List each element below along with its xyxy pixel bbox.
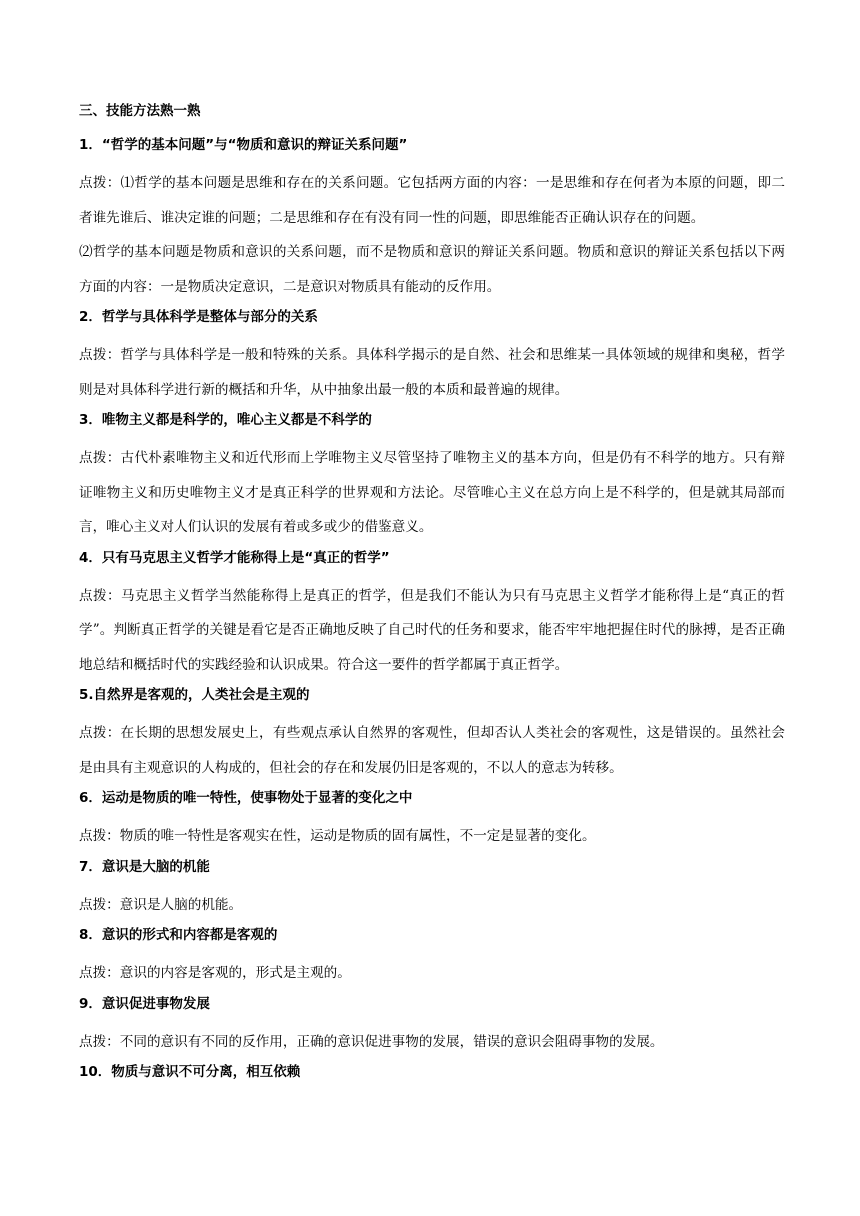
list-item	[79, 407, 785, 545]
item-title: 3．唯物主义都是科学的，唯心主义都是不科学的	[79, 412, 372, 428]
list-item	[79, 922, 785, 991]
list-item	[79, 1059, 785, 1085]
list-item	[79, 132, 785, 304]
item-title: 4．只有马克思主义哲学才能称得上是“真正的哲学”	[79, 549, 390, 566]
item-explanation: 点拨：哲学与具体科学是一般和特殊的关系。具体科学揭示的是自然、社会和思维某一具体领域的规律和奥秘，哲学则是对具体科学进行新的概括和升华，从中抽象出最一般的本质和最普遍的规律。	[79, 347, 785, 398]
list-item	[79, 854, 785, 923]
item-title: 9．意识促进事物发展	[79, 995, 210, 1012]
item-title: 2．哲学与具体科学是整体与部分的关系	[79, 309, 318, 325]
section-heading: 三、技能方法熟一熟	[79, 103, 201, 119]
item-explanation: 点拨：古代朴素唯物主义和近代形而上学唯物主义尽管坚持了唯物主义的基本方向，但是仍有不科学的地方。只有辩证唯物主义和历史唯物主义才是真正科学的世界观和方法论。尽管唯心主义在总方向上是不科学的，但是就其局部而言，唯心主义对人们认识的发展有着或多或少的借鉴意义。	[79, 450, 785, 535]
item-title: 10．物质与意识不可分离，相互依赖	[79, 1064, 301, 1080]
item-title: 6．运动是物质的唯一特性，使事物处于显著的变化之中	[79, 790, 413, 806]
item-title: 7．意识是大脑的机能	[79, 858, 210, 875]
item-explanation: 点拨：⑴哲学的基本问题是思维和存在的关系问题。它包括两方面的内容：一是思维和存在何者为本原的问题，即二者谁先谁后、谁决定谁的问题；二是思维和存在有没有同一性的问题，即思维能否正确认识存在的问题。	[79, 175, 785, 226]
item-explanation: 点拨：在长期的思想发展史上，有些观点承认自然界的客观性，但却否认人类社会的客观性，这是错误的。虽然社会是由具有主观意识的人构成的，但社会的存在和发展仍旧是客观的，不以人的意志为转移。	[79, 725, 785, 776]
document-page	[79, 98, 785, 1093]
item-explanation: 点拨：物质的唯一特性是客观实在性，运动是物质的固有属性，不一定是显著的变化。	[79, 828, 596, 844]
list-item	[79, 682, 785, 785]
item-explanation: 点拨：意识的内容是客观的，形式是主观的。	[79, 965, 351, 981]
item-explanation: ⑵哲学的基本问题是物质和意识的关系问题，而不是物质和意识的辩证关系问题。物质和意识的辩证关系包括以下两方面的内容：一是物质决定意识，二是意识对物质具有能动的反作用。	[79, 244, 785, 295]
list-item	[79, 304, 785, 407]
list-item	[79, 785, 785, 854]
item-explanation: 点拨：马克思主义哲学当然能称得上是真正的哲学，但是我们不能认为只有马克思主义哲学才能称得上是“真正的哲学”。判断真正哲学的关键是看它是否正确地反映了自己时代的任务和要求，能否牢牢地把握住时代的脉搏，是否正确地总结和概括时代的实践经验和认识成果。符合这一要件的哲学都属于真正哲学。	[79, 587, 785, 673]
list-item	[79, 545, 785, 683]
list-item	[79, 991, 785, 1060]
item-title: 8．意识的形式和内容都是客观的	[79, 927, 278, 943]
item-explanation: 点拨：不同的意识有不同的反作用，正确的意识促进事物的发展，错误的意识会阻碍事物的发展。	[79, 1033, 664, 1050]
item-title: 1．“哲学的基本问题”与“物质和意识的辩证关系问题”	[79, 137, 408, 153]
item-explanation: 点拨：意识是人脑的机能。	[79, 896, 243, 913]
item-title: 5.自然界是客观的，人类社会是主观的	[79, 687, 310, 703]
